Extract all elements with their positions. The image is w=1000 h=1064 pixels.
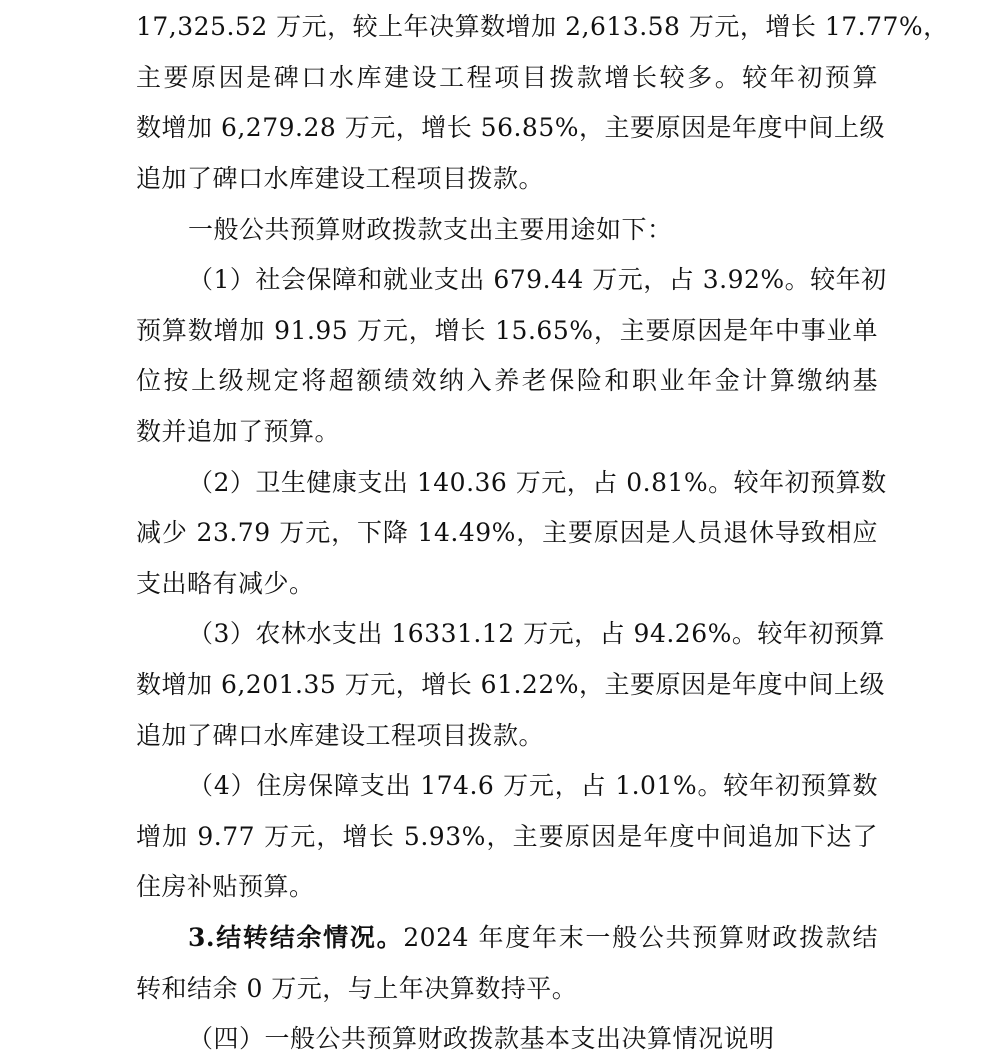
paragraph-line: 数增加 6,279.28 万元，增长 56.85%，主要原因是年度中间上级 (136, 113, 885, 142)
paragraph-line: 主要原因是碑口水库建设工程项目拨款增长较多。较年初预算 (136, 63, 878, 92)
section-paragraph-line (188, 913, 878, 963)
section-heading: 3.结转结余情况。 (188, 923, 404, 952)
paragraph-line: 17,325.52 万元，较上年决算数增加 2,613.58 万元，增长 17.77%， (136, 12, 949, 41)
paragraph-line: 一般公共预算财政拨款支出主要用途如下： (188, 215, 673, 244)
paragraph-line: 预算数增加 91.95 万元，增长 15.65%，主要原因是年中事业单 (136, 316, 878, 345)
paragraph-line: 数增加 6,201.35 万元，增长 61.22%，主要原因是年度中间上级 (136, 670, 885, 699)
paragraph-line: （2）卫生健康支出 140.36 万元，占 0.81%。较年初预算数 (188, 468, 887, 497)
paragraph-line: （3）农林水支出 16331.12 万元，占 94.26%。较年初预算 (188, 619, 885, 648)
paragraph-line: （1）社会保障和就业支出 679.44 万元，占 3.92%。较年初 (188, 265, 887, 294)
paragraph-line: 住房补贴预算。 (136, 872, 315, 901)
paragraph-line: 转和结余 0 万元，与上年决算数持平。 (136, 974, 578, 1003)
section-text: 2024 年度年末一般公共预算财政拨款结 (403, 923, 878, 952)
paragraph-line: 位按上级规定将超额绩效纳入养老保险和职业年金计算缴纳基 (136, 366, 878, 395)
paragraph-line: （4）住房保障支出 174.6 万元，占 1.01%。较年初预算数 (188, 771, 878, 800)
paragraph-line: 数并追加了预算。 (136, 417, 341, 446)
paragraph-line: 减少 23.79 万元，下降 14.49%，主要原因是人员退休导致相应 (136, 518, 878, 547)
paragraph-line: 支出略有减少。 (136, 569, 315, 598)
paragraph-line: 增加 9.77 万元，增长 5.93%，主要原因是年度中间追加下达了 (136, 822, 878, 851)
paragraph-line: 追加了碑口水库建设工程项目拨款。 (136, 721, 545, 750)
paragraph-line: 追加了碑口水库建设工程项目拨款。 (136, 164, 545, 193)
subsection-heading: （四）一般公共预算财政拨款基本支出决算情况说明 (188, 1024, 775, 1053)
